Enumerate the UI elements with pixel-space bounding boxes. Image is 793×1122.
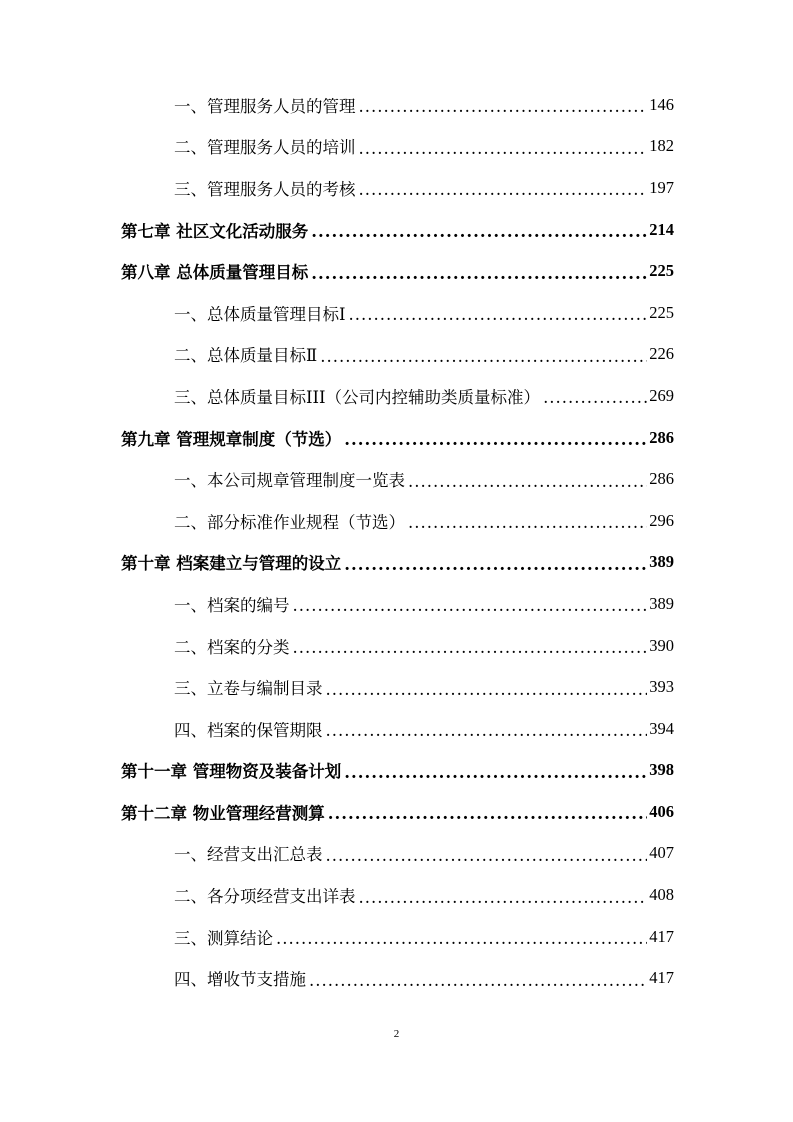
toc-entry-page: 225 xyxy=(649,261,674,281)
toc-entry[interactable] xyxy=(0,209,793,251)
dot-leader xyxy=(293,596,648,615)
dot-leader xyxy=(326,721,648,740)
toc-entry-title: 四、增收节支措施 xyxy=(174,970,306,990)
toc-entry-page: 286 xyxy=(649,427,674,447)
toc-entry-page: 407 xyxy=(649,843,674,863)
toc-entry-page: 408 xyxy=(649,885,674,905)
toc-entry-title: 一、档案的编号 xyxy=(174,595,290,615)
toc-entry-page: 417 xyxy=(649,968,674,988)
dot-leader xyxy=(543,388,647,407)
dot-leader xyxy=(309,971,647,990)
toc-entry[interactable] xyxy=(0,750,793,792)
toc-entry-page: 394 xyxy=(649,718,674,738)
dot-leader xyxy=(408,472,647,491)
table-of-contents xyxy=(0,84,793,999)
toc-entry[interactable] xyxy=(0,417,793,459)
dot-leader xyxy=(311,222,647,241)
dot-leader xyxy=(320,347,647,366)
toc-entry-page: 296 xyxy=(649,510,674,530)
toc-entry[interactable] xyxy=(0,292,793,334)
toc-entry[interactable] xyxy=(0,458,793,500)
toc-entry-title: 第十章 档案建立与管理的设立 xyxy=(121,554,342,574)
toc-entry-page: 182 xyxy=(649,136,674,156)
toc-entry-title: 二、总体质量目标Ⅱ xyxy=(174,346,318,366)
toc-entry[interactable] xyxy=(0,334,793,376)
toc-entry-page: 389 xyxy=(649,552,674,572)
dot-leader xyxy=(359,180,648,199)
toc-entry-title: 四、档案的保管期限 xyxy=(174,720,323,740)
toc-entry-title: 三、测算结论 xyxy=(174,928,273,948)
toc-entry-title: 二、部分标准作业规程（节选） xyxy=(174,512,405,532)
toc-entry-page: 226 xyxy=(649,344,674,364)
dot-leader xyxy=(293,638,648,657)
toc-entry-page: 286 xyxy=(649,469,674,489)
toc-entry-page: 269 xyxy=(649,385,674,405)
toc-entry-page: 389 xyxy=(649,593,674,613)
toc-entry[interactable] xyxy=(0,375,793,417)
toc-entry-title: 一、总体质量管理目标Ⅰ xyxy=(174,304,346,324)
page-number: 2 xyxy=(393,1028,400,1040)
toc-entry-page: 214 xyxy=(649,219,674,239)
dot-leader xyxy=(326,680,648,699)
toc-entry-title: 一、本公司规章管理制度一览表 xyxy=(174,471,405,491)
dot-leader xyxy=(328,804,648,823)
toc-entry-title: 三、管理服务人员的考核 xyxy=(174,179,356,199)
toc-entry-page: 417 xyxy=(649,926,674,946)
dot-leader xyxy=(359,139,648,158)
toc-entry-title: 第七章 社区文化活动服务 xyxy=(121,221,309,241)
dot-leader xyxy=(344,763,647,782)
toc-entry[interactable] xyxy=(0,126,793,168)
toc-entry-title: 第十二章 物业管理经营测算 xyxy=(121,803,325,823)
toc-entry[interactable] xyxy=(0,916,793,958)
toc-entry-title: 二、档案的分类 xyxy=(174,637,290,657)
toc-entry-page: 146 xyxy=(649,94,674,114)
toc-entry[interactable] xyxy=(0,791,793,833)
toc-entry-title: 第十一章 管理物资及装备计划 xyxy=(121,762,342,782)
dot-leader xyxy=(359,888,648,907)
toc-entry-title: 三、立卷与编制目录 xyxy=(174,679,323,699)
toc-entry[interactable] xyxy=(0,833,793,875)
toc-entry-title: 第八章 总体质量管理目标 xyxy=(121,263,309,283)
toc-entry-title: 一、经营支出汇总表 xyxy=(174,845,323,865)
toc-entry-title: 第九章 管理规章制度（节选） xyxy=(121,429,342,449)
toc-entry-page: 398 xyxy=(649,760,674,780)
dot-leader xyxy=(276,929,647,948)
toc-entry-title: 二、各分项经营支出详表 xyxy=(174,887,356,907)
toc-entry-title: 一、管理服务人员的管理 xyxy=(174,96,356,116)
toc-entry-title: 二、管理服务人员的培训 xyxy=(174,138,356,158)
toc-entry-page: 406 xyxy=(649,801,674,821)
toc-entry[interactable] xyxy=(0,666,793,708)
toc-entry[interactable] xyxy=(0,874,793,916)
dot-leader xyxy=(408,513,647,532)
dot-leader xyxy=(359,97,648,116)
toc-entry-title: 三、总体质量目标III（公司内控辅助类质量标准） xyxy=(174,387,541,407)
toc-entry-page: 197 xyxy=(649,177,674,197)
toc-entry[interactable] xyxy=(0,957,793,999)
toc-entry[interactable] xyxy=(0,708,793,750)
toc-entry[interactable] xyxy=(0,250,793,292)
toc-entry[interactable] xyxy=(0,500,793,542)
toc-entry-page: 390 xyxy=(649,635,674,655)
dot-leader xyxy=(349,305,648,324)
dot-leader xyxy=(344,555,647,574)
dot-leader xyxy=(311,264,647,283)
toc-entry-page: 393 xyxy=(649,677,674,697)
toc-entry[interactable] xyxy=(0,583,793,625)
toc-entry[interactable] xyxy=(0,625,793,667)
toc-entry[interactable] xyxy=(0,84,793,126)
dot-leader xyxy=(344,430,647,449)
dot-leader xyxy=(326,846,648,865)
toc-entry-page: 225 xyxy=(649,302,674,322)
toc-entry[interactable] xyxy=(0,167,793,209)
toc-entry[interactable] xyxy=(0,542,793,584)
